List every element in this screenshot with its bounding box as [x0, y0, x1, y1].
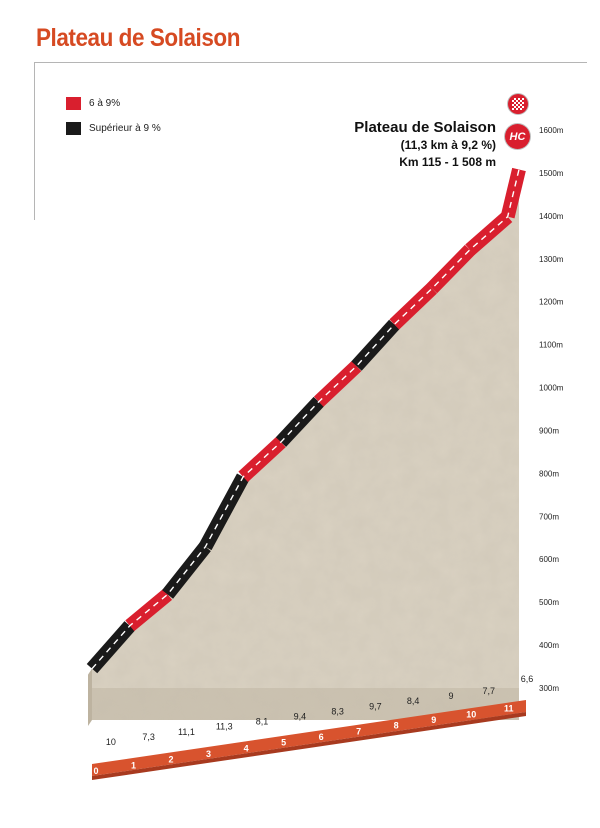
- segment-gradient-label: 8,3: [331, 706, 344, 717]
- segment-gradient-label: 9,7: [369, 701, 382, 712]
- altitude-tick-label: 1000m: [539, 383, 564, 393]
- climb-name: Plateau de Solaison: [354, 119, 496, 136]
- km-marker-label: 0: [93, 766, 99, 776]
- km-marker-label: 4: [243, 743, 249, 754]
- altitude-tick-label: 600m: [539, 555, 560, 565]
- km-marker-label: 6: [318, 732, 324, 743]
- segment-gradient-label: 7,7: [482, 686, 496, 696]
- hc-category-icon: HC: [505, 124, 530, 149]
- terrain-left-edge: [88, 669, 92, 726]
- segment-gradient-label: 9,4: [293, 711, 307, 722]
- segment-gradient-label: 7,3: [142, 731, 155, 742]
- altitude-tick-label: 900m: [539, 426, 560, 436]
- km-marker-label: 9: [431, 715, 437, 726]
- km-marker-label: 3: [206, 749, 212, 760]
- km-marker-label: 10: [466, 709, 477, 720]
- km-marker-label: 2: [168, 754, 174, 765]
- climb-km-info: Km 115 - 1 508 m: [399, 155, 496, 169]
- segment-gradient-label: 8,1: [255, 716, 269, 727]
- km-marker-label: 8: [393, 720, 399, 731]
- altitude-tick-label: 400m: [539, 641, 560, 651]
- segment-gradient-label: 9: [448, 691, 454, 702]
- km-marker-label: 11: [503, 703, 514, 714]
- altitude-tick-label: 500m: [539, 598, 560, 608]
- altitude-tick-label: 1200m: [539, 297, 564, 307]
- altitude-tick-label: 1400m: [539, 211, 564, 221]
- segment-gradient-label: 6,6: [520, 674, 534, 684]
- altitude-tick-label: 700m: [539, 512, 560, 522]
- km-marker-label: 7: [356, 726, 362, 737]
- page-title: Plateau de Solaison: [36, 24, 241, 52]
- altitude-tick-label: 1300m: [539, 254, 564, 264]
- legend-label: 6 à 9%: [89, 97, 121, 109]
- km-marker-label: 5: [281, 737, 287, 748]
- altitude-tick-label: 1500m: [539, 168, 564, 178]
- altitude-tick-label: 800m: [539, 469, 560, 479]
- segment-gradient-label: 10: [105, 737, 116, 747]
- legend-label: Supérieur à 9 %: [89, 122, 161, 134]
- altitude-tick-label: 1100m: [539, 340, 563, 350]
- altitude-tick-label: 300m: [539, 684, 560, 693]
- segment-gradient-label: 8,4: [406, 696, 420, 707]
- altitude-tick-label: 1600m: [539, 126, 564, 135]
- segment-gradient-label: 11,3: [215, 721, 233, 732]
- segment-gradient-label: 11,1: [178, 726, 195, 737]
- climb-detail: (11,3 km à 9,2 %): [400, 138, 496, 152]
- km-band-edge: [92, 712, 526, 780]
- km-marker-label: 1: [131, 760, 137, 771]
